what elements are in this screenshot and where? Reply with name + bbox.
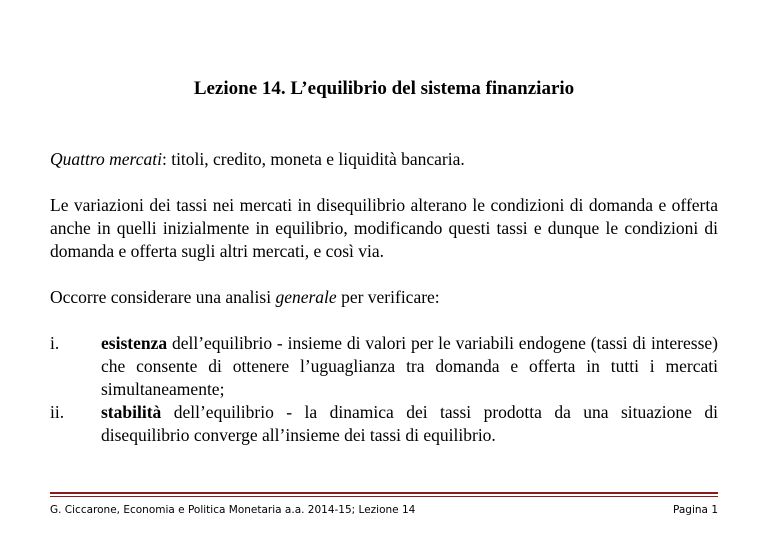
markets-italic: Quattro mercati (50, 149, 162, 169)
list-number: i. (50, 333, 60, 353)
footer-divider-thin (50, 496, 718, 497)
list-text-stability: dell’equilibrio - la dinamica dei tassi prodotta da una situazione di disequilibrio converge all’insieme dei tassi di equilibrio. (101, 402, 718, 445)
footer-divider (50, 492, 718, 494)
footer-page-number: Pagina 1 (673, 504, 718, 516)
list-text-existence: dell’equilibrio - insieme di valori per le variabili endogene (tassi di interesse) che consente di ottenere l’uguaglianza tra domanda e offerta in tutti i mercati simultaneamente; (101, 333, 718, 399)
list-item-existence (50, 332, 718, 401)
general-analysis-before: Occorre considerare una analisi (50, 287, 276, 307)
paragraph-rate-variations: Le variazioni dei tassi nei mercati in disequilibrio alterano le condizioni di domanda e offerta anche in quelli inizialmente in equilibrio, modificando questi tassi e dunque le condizioni di domanda e offerta sugli altri mercati, e così via. (50, 195, 718, 261)
footer-course-info: G. Ciccarone, Economia e Politica Monetaria a.a. 2014-15; Lezione 14 (50, 504, 416, 516)
paragraph-markets (50, 148, 718, 171)
list-term-stability: stabilità (101, 402, 162, 422)
page-title: Lezione 14. L’equilibrio del sistema finanziario (193, 78, 575, 99)
general-italic: generale (275, 287, 337, 307)
list-number: ii. (50, 402, 65, 422)
markets-text: : titoli, credito, moneta e liquidità bancaria. (161, 149, 465, 169)
paragraph-general-analysis (50, 286, 718, 309)
list-term-existence: esistenza (101, 333, 168, 353)
conditions-list (50, 332, 718, 447)
general-analysis-after: per verificare: (336, 287, 440, 307)
list-item-stability (50, 401, 718, 447)
